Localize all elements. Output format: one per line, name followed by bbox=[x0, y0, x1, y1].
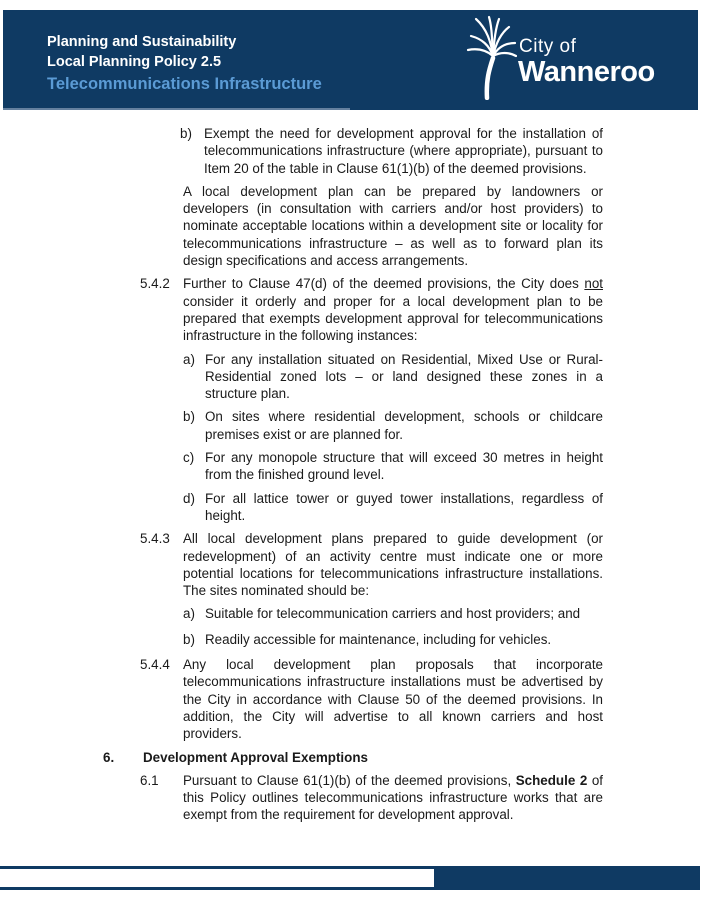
list-item-text: For any monopole structure that will exceed 30 metres in height from the finished ground level. bbox=[205, 450, 603, 483]
header-department: Planning and Sustainability bbox=[47, 34, 237, 50]
section-text-after: consider it orderly and proper for a local development plan to be prepared that exempts development approval for telecommunications infrastructure in the following instances: bbox=[183, 293, 603, 344]
section-number: 5.4.3 bbox=[140, 531, 170, 547]
section-text-before: Further to Clause 47(d) of the deemed provisions, the City does bbox=[183, 276, 585, 292]
list-marker: b) bbox=[183, 409, 195, 425]
list-item-543-b bbox=[183, 631, 603, 648]
section-text-after: of this Policy outlines telecommunications infrastructure works that are exempt from the requirement for development approval. bbox=[183, 772, 604, 823]
list-item-text: Suitable for telecommunication carriers and host providers; and bbox=[205, 606, 581, 622]
logo-city-of: City of bbox=[519, 36, 577, 57]
section-number: 6.1 bbox=[140, 772, 159, 788]
list-item-text: On sites where residential development, schools or childcare premises exist or are planned for. bbox=[205, 409, 603, 442]
list-item-542-c bbox=[183, 449, 603, 484]
list-item-text: For all lattice tower or guyed tower installations, regardless of height. bbox=[205, 490, 603, 523]
header-policy-number: Local Planning Policy 2.5 bbox=[47, 54, 222, 70]
list-item-543-a bbox=[183, 605, 603, 622]
list-marker: c) bbox=[183, 450, 195, 466]
section-heading-text: Development Approval Exemptions bbox=[143, 749, 368, 765]
section-5-4-3 bbox=[140, 530, 603, 599]
underlined-word: not bbox=[584, 276, 603, 292]
section-6-heading bbox=[103, 749, 603, 766]
section-text bbox=[183, 275, 603, 344]
section-text bbox=[183, 772, 603, 824]
section-number: 5.4.2 bbox=[140, 276, 170, 292]
section-number: 5.4.4 bbox=[140, 657, 170, 673]
list-marker: a) bbox=[183, 351, 195, 367]
section-number: 6. bbox=[103, 749, 115, 765]
bold-schedule-reference: Schedule 2 bbox=[515, 772, 588, 788]
list-marker: b) bbox=[183, 631, 195, 647]
list-item-text: For any installation situated on Residential, Mixed Use or Rural-Residential zoned lots – or land designed these zones in a structure plan. bbox=[205, 351, 603, 402]
footer-left-box bbox=[0, 869, 434, 887]
section-5-4-4 bbox=[140, 656, 603, 742]
section-5-4-2 bbox=[140, 275, 603, 344]
section-6-1 bbox=[140, 772, 603, 824]
footer-bar bbox=[0, 866, 700, 890]
list-item-542-b bbox=[183, 408, 603, 443]
section-text: All local development plans prepared to guide development (or redevelopment) of an activity centre must indicate one or more potential locations for telecommunications infrastructure installations. The sites nominated should be: bbox=[183, 531, 603, 599]
list-marker: d) bbox=[183, 490, 195, 506]
logo-wanneroo: Wanneroo bbox=[518, 56, 655, 88]
section-text: Any local development plan proposals that incorporate telecommunications infrastructure installations must be advertised by the City in accordance with Clause 50 of the deemed provisions. In addition, the City will advertise to all known carriers and host providers. bbox=[183, 657, 603, 742]
paragraph-local-development-plan: A local development plan can be prepared by landowners or developers (in consultation with carriers and/or host providers) to nominate acceptable locations within a development site or locality for telecommunications infrastructure – as well as to forward plan its design specifications and access arrangements. bbox=[183, 183, 603, 269]
list-item-542-a bbox=[183, 351, 603, 403]
list-item-542-d bbox=[183, 490, 603, 525]
section-text-before: Pursuant to Clause 61(1)(b) of the deemed provisions, bbox=[183, 772, 516, 788]
list-item-text: Readily accessible for maintenance, including for vehicles. bbox=[205, 631, 552, 647]
list-marker: a) bbox=[183, 606, 195, 622]
list-item-text: Exempt the need for development approval for the installation of telecommunications infrastructure (where appropriate), pursuant to Item 20 of the table in Clause 61(1)(b) of the deemed provisions. bbox=[204, 126, 603, 176]
list-marker: b) bbox=[180, 126, 192, 141]
header-policy-title: Telecommunications Infrastructure bbox=[47, 75, 322, 93]
list-item-b-exempt bbox=[180, 125, 603, 177]
